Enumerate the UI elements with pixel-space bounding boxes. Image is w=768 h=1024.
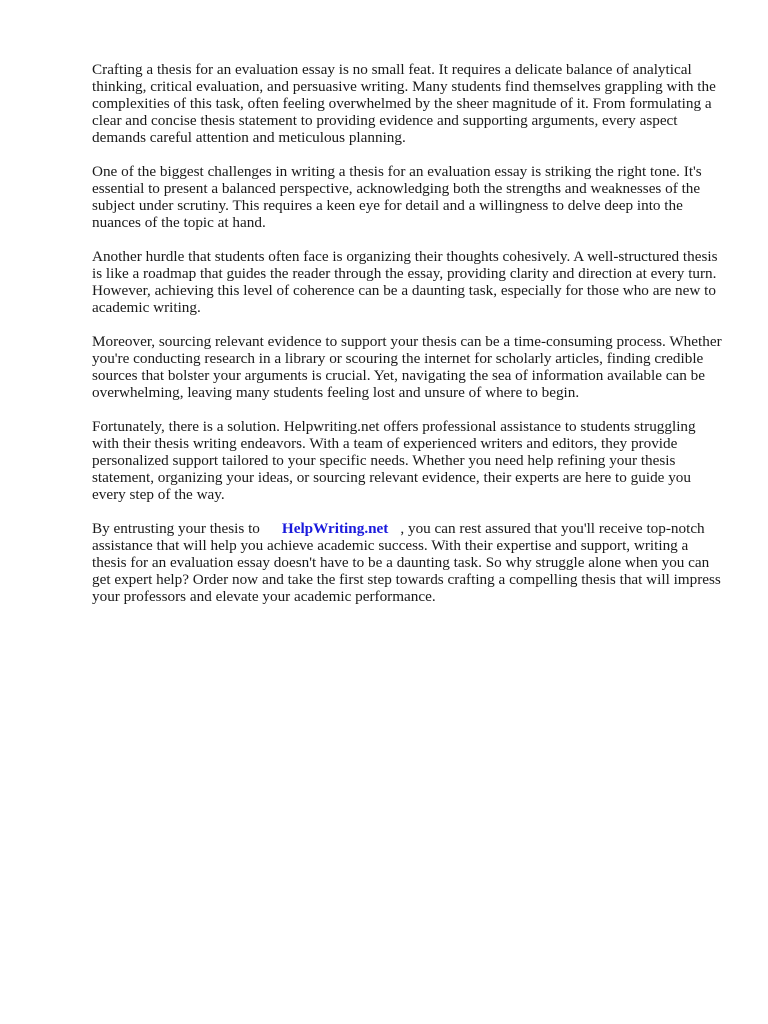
paragraph-solution: Fortunately, there is a solution. Helpwriting.net offers professional assistance to students struggling with their thesis writing endeavors. With a team of experienced writers and editors, they provide personalized support tailored to your specific needs. Whether you need help refining your thesis statement, organizing your ideas, or sourcing relevant evidence, their experts are here to guide you every step of the way. <box>92 418 696 503</box>
document-body <box>92 61 722 622</box>
paragraph-intro: Crafting a thesis for an evaluation essay is no small feat. It requires a delicate balance of analytical thinking, critical evaluation, and persuasive writing. Many students find themselves grappling with the complexities of this task, often feeling overwhelmed by the sheer magnitude of it. From formulating a clear and concise thesis statement to providing evidence and supporting arguments, every aspect demands careful attention and meticulous planning. <box>92 61 716 146</box>
paragraph-tone: One of the biggest challenges in writing a thesis for an evaluation essay is striking the right tone. It's essential to present a balanced perspective, acknowledging both the strengths and weaknesses of the subject under scrutiny. This requires a keen eye for detail and a willingness to delve deep into the nuances of the topic at hand. <box>92 163 702 231</box>
helpwriting-link[interactable]: HelpWriting.net <box>281 520 389 537</box>
paragraph-organization: Another hurdle that students often face is organizing their thoughts cohesively. A well-structured thesis is like a roadmap that guides the reader through the essay, providing clarity and direction at every turn. However, achieving this level of coherence can be a daunting task, especially for those who are new to academic writing. <box>92 248 718 316</box>
conclusion-text-before-link: By entrusting your thesis to <box>92 520 260 537</box>
conclusion-text-after-link: , you can rest assured that you'll receive top-notch assistance that will help you achieve academic success. With their expertise and support, writing a thesis for an evaluation essay doesn't have to be a daunting task. So why struggle alone when you can get expert help? Order now and take the first step towards crafting a compelling thesis that will impress your professors and elevate your academic performance. <box>92 520 721 605</box>
paragraph-conclusion <box>92 520 722 605</box>
paragraph-evidence: Moreover, sourcing relevant evidence to support your thesis can be a time-consuming process. Whether you're conducting research in a library or scouring the internet for scholarly articles, finding credible sources that bolster your arguments is crucial. Yet, navigating the sea of information available can be overwhelming, leaving many students feeling lost and unsure of where to begin. <box>92 333 722 401</box>
